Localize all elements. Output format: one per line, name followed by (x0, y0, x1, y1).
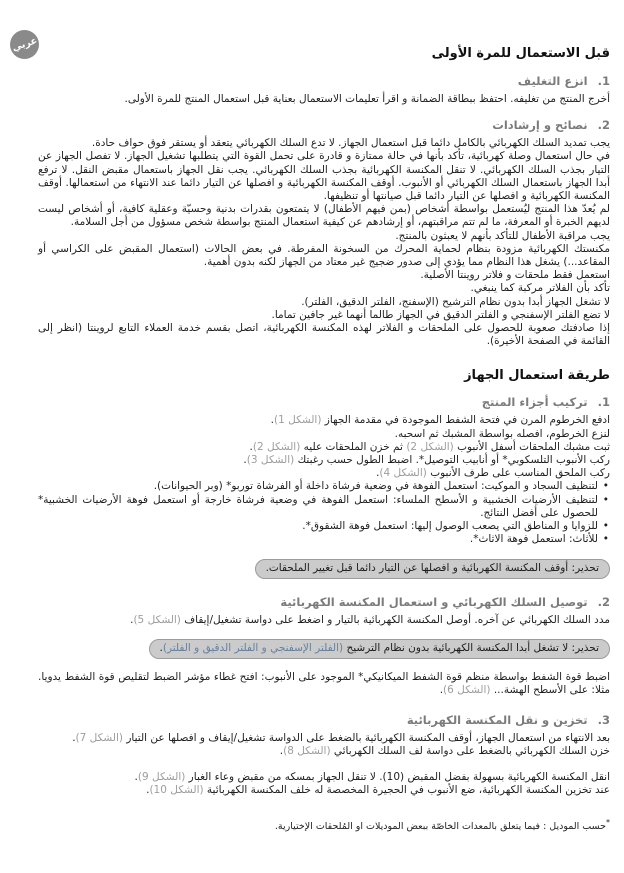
subheading-number: 3. (597, 713, 610, 728)
paragraph: مكنستك الكهربائية مزودة بنظام لحماية المحرك من السخونة المفرطة. في بعض الحالات (استعمال المقبض على الكراسي أو المقاعد...) يشغل هذا النظام مما يؤدي إلى صدور ضجيج غير معتاد من الجهاز لكنه بدون أهمية. (38, 242, 610, 269)
subheading-number: 2. (597, 595, 610, 610)
language-badge-label: عربي (10, 35, 39, 54)
step-tail: . (130, 614, 134, 627)
figure-ref: (الشكل 5) (133, 614, 181, 627)
model-footnote (38, 817, 610, 833)
bullet-icon: • (602, 533, 609, 546)
subheading-number: 2. (597, 118, 610, 133)
figure-ref: (الشكل 4) (379, 467, 427, 480)
step-tail: . (146, 783, 150, 796)
figure-ref: (الشكل 1) (273, 414, 322, 427)
warning-filters-highlight: (الفلتر الإسفنجي و الفلتر الدقيق و الفلتر) (162, 641, 344, 654)
bullet-text: لتنظيف الأرضيات الخشبية و الأسطح الملساء: استعمل الفوهة في وضعية فرشاة خارجة أو استعمل فوهة الأرضيات الخشبية* للحصول على أفضل النتائج. (38, 493, 598, 519)
store-paragraph (38, 745, 610, 758)
paragraph: يجب تمديد السلك الكهربائي بالكامل دائما قبل استعمال الجهاز. لا تدع السلك الكهربائي يتعقد أو يستقر فوق حواف حادة. (91, 137, 610, 150)
transport-paragraph (38, 771, 610, 784)
subheading-store (38, 713, 610, 727)
figure-ref: (الشكل 9) (137, 770, 186, 783)
figure-ref: (الشكل 8) (283, 745, 331, 758)
figure-ref: (الشكل 7) (75, 732, 123, 745)
connect-paragraph (38, 614, 610, 627)
assembly-step (38, 467, 610, 480)
step-text: خزن السلك الكهربائي بالضغط على دواسة لف السلك الكهربائي (330, 745, 610, 758)
subheading-number: 1. (597, 395, 610, 410)
warning-pill-accessories: تحذير: أوقف المكنسة الكهربائية و افصلها عن التيار دائما قبل تغيير الملحقات. (255, 559, 610, 579)
bullet-item (38, 480, 610, 493)
step-text: مدد السلك الكهربائي عن آخره. أوصل المكنسة الكهربائية بالتيار و اضغط على دواسة تشغيل/إيقاف (180, 614, 610, 627)
section-title-before-first-use: قبل الاستعمال للمرة الأولى (431, 46, 610, 61)
subheading-number: 1. (597, 74, 610, 88)
warning-tail: . (159, 641, 163, 654)
advice-paragraphs (38, 137, 610, 348)
bullet-text: للأثاث: استعمل فوهة الاثاث*. (469, 533, 598, 546)
assembly-step (38, 454, 610, 467)
subheading-label: توصيل السلك الكهربائي و استعمال المكنسة الكهربائية (280, 595, 588, 610)
figure-ref: (الشكل 3) (246, 454, 295, 467)
step-text: اضبط قوة الشفط بواسطة منظم قوة الشفط الميكانيكي* الموجود على الأنبوب: افتح غطاء مؤشر الضبط لتقليص قوة الشفط يدويا. مثلا: على الأسطح الهشة... (38, 670, 610, 696)
store-paragraph (38, 732, 610, 745)
warning-pill-filters (149, 639, 610, 659)
bullet-item (38, 494, 610, 520)
bullet-icon: • (602, 493, 609, 506)
bullet-icon: • (602, 480, 609, 493)
step-tail: . (243, 454, 247, 467)
warning-row (38, 636, 610, 659)
subheading-label: نصائح و إرشادات (492, 118, 588, 133)
step-tail: . (439, 683, 444, 696)
step-tail: . (376, 467, 380, 480)
figure-ref: (الشكل 2) (252, 440, 301, 453)
step-text: ركب الأنبوب التلسكوبي* أو أنابيب التوصيل*. اضبط الطول حسب رغبتك (294, 454, 610, 467)
bullet-item (38, 520, 610, 533)
paragraph: يجب مراقبة الأطفال للتأكد بأنهم لا يعبثون بالمنتج. (395, 229, 610, 242)
step-text: بعد الانتهاء من استعمال الجهاز، أوقف المكنسة الكهربائية بالضغط على الدواسة تشغيل/إيقاف و افصلها عن التيار (123, 732, 610, 745)
paragraph: في حال استعمال وصلة كهربائية، تأكد بأنها في حالة ممتازة و قادرة على تحمل القوة التي يتطلبها تشغيل الجهاز. لا تفصل الجهاز عن التيار بجذب السلك الكهربائي. لا تنقل المكنسة الكهربائية بجذب السلك الكهربائي. يجب نقل الجهاز باستعمال مقبض النقل. لا ترفع أبدا الجهاز باستعمال السلك الكهربائي أو الأنبوب. أوقف المكنسة الكهربائية و افصلها عن التيار دائما عند الانتهاء من استعمالها. أوقف المكنسة الكهربائية و افصلها عن التيار دائما قبل صيانتها أو تنظيفها. (38, 150, 610, 203)
bullet-icon: • (602, 520, 609, 533)
subheading-assembly (38, 395, 610, 409)
subheading-connect (38, 595, 610, 609)
subheading-advice (38, 118, 610, 132)
suction-adjust-paragraph (38, 671, 610, 697)
paragraph-unpack: أخرج المنتج من تغليفه. احتفظ ببطاقة الضمانة و اقرأ تعليمات الاستعمال بعناية قبل استعمال المنتج للمرة الأولى. (124, 93, 610, 105)
subheading-label: انزع التغليف (517, 74, 588, 88)
nozzle-bullet-list (38, 480, 610, 546)
paragraph: لا تضع الفلتر الإسفنجي و الفلتر الدقيق في الجهاز طالما أنهما غير جافين تماما. (271, 308, 610, 321)
assembly-step (38, 441, 610, 454)
assembly-step (38, 428, 610, 441)
figure-ref: (الشكل 6) (443, 683, 491, 696)
step-text: ركب الملحق المناسب على طرف الأنبوب (426, 467, 610, 480)
paragraph: إذا صادفتك صعوبة للحصول على الملحقات و الفلاتر لهذه المكنسة الكهربائية، اتصل بقسم خدمة العملاء التابع لروينتا (انظر إلى القائمة في الصفحة الأخيرة). (38, 322, 610, 348)
subheading-label: تركيب أجزاء المنتج (481, 395, 588, 410)
language-badge (10, 30, 39, 59)
step-text: انقل المكنسة الكهربائية بسهولة بفضل المقبض (10). لا تنقل الجهاز بمسكه من مقبض وعاء الغبار (185, 770, 610, 783)
step-text: ثبت مشبك الملحقات أسفل الأنبوب (453, 440, 610, 453)
step-tail: . (72, 732, 76, 745)
step-tail: . (249, 440, 253, 453)
step-tail: . (270, 414, 274, 427)
bullet-text: للزوايا و المناطق التي يصعب الوصول إليها: استعمل فوهة الشقوق*. (302, 520, 598, 533)
step-tail: . (134, 770, 138, 783)
step-text: لنزع الخرطوم، افصله بواسطة المشبك ثم اسحبه. (394, 427, 610, 440)
paragraph: لم يُعدّ هذا المنتج ليُستعمل بواسطة أشخاص (بمن فيهم الأطفال) لا يتمتعون بقدرات بدنية وحسيّة وعقلية كافية، أو أشخاص ليست لديهم الخبرة أو المعرفة، ما لم تتم مراقبتهم، أو إرشادهم عن كيفية استعمال المنتج بواسطة شخص مسؤول من أجل السلامة. (38, 203, 610, 229)
paragraph: استعمل فقط ملحقات و فلاتر روينتا الأصلية. (420, 269, 610, 282)
subheading-label: تخزين و نقل المكنسة الكهربائية (406, 713, 588, 728)
section-title-usage: طريقة استعمال الجهاز (464, 368, 610, 384)
warning-text: تحذير: لا تشغل أبدا المكنسة الكهربائية بدون نظام الترشيح (343, 641, 599, 654)
paragraph: لا تشغل الجهاز أبدا بدون نظام الترشيح (الإسفنج، الفلتر الدقيق، الفلتر). (301, 295, 610, 308)
step-text: عند تخزين المكنسة الكهربائية، ضع الأنبوب في الحجيرة المخصصة له خلف المكنسة الكهربائية (203, 783, 610, 796)
bullet-item (38, 533, 610, 546)
bullet-text: لتنظيف السجاد و الموكيت: استعمل الفوهة في وضعية فرشاة داخلة أو الفرشاة توربو* (وبر الحيوانات). (153, 480, 598, 493)
subheading-unpack (38, 74, 610, 88)
step-text: ثم خزن الملحقات عليه (300, 440, 407, 453)
step-text: ادفع الخرطوم المرن في فتحة الشفط الموجودة في مقدمة الجهاز (321, 414, 610, 427)
footnote-asterisk: * (606, 817, 610, 827)
step-tail: . (279, 745, 284, 758)
paragraph: تأكد بأن الفلاتر مركبة كما ينبغي. (470, 282, 610, 295)
assembly-step (38, 414, 610, 427)
transport-paragraph (38, 784, 610, 797)
footnote-text: حسب الموديل : فيما يتعلق بالمعدات الخاصّة ببعض الموديلات او المُلحقات الإختيارية. (274, 821, 606, 833)
figure-ref: (الشكل 2) (406, 440, 454, 453)
warning-row (38, 556, 610, 579)
figure-ref: (الشكل 10) (149, 783, 204, 796)
